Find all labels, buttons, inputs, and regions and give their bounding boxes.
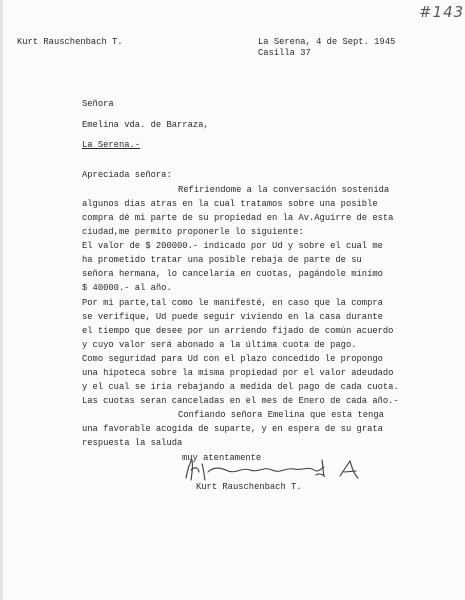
recipient-city: La Serena.- bbox=[82, 140, 141, 150]
archive-mark: #143 bbox=[419, 3, 465, 21]
body-line: y cuyo valor será abonado a la última cuota de pago. bbox=[82, 340, 357, 350]
body-line: y el cual se iria rebajando a medida del pago de cada cuota. bbox=[82, 382, 399, 392]
body-line: algunos dias atras en la cual tratamos sobre una posible bbox=[82, 199, 378, 209]
sender-header: Kurt Rauschenbach T. bbox=[17, 37, 123, 47]
box-number: Casilla 37 bbox=[258, 48, 311, 58]
body-line: el tiempo que desee por un arriendo fijado de común acuerdo bbox=[82, 326, 394, 336]
place-date: La Serena, 4 de Sept. 1945 bbox=[258, 37, 396, 47]
closing: muy atentamente bbox=[182, 453, 262, 463]
body-line: Las cuotas seran canceladas en el mes de Enero de cada año.- bbox=[82, 396, 399, 406]
recipient-title: Señora bbox=[82, 99, 114, 109]
body-line: El valor de $ 200000.- indicado por Ud y sobre el cual me bbox=[82, 241, 383, 251]
body-line: ciudad,me permito proponerle lo siguiente: bbox=[82, 227, 304, 237]
body-line: señora hermana, lo cancelaria en cuotas, pagándole mínimo bbox=[82, 269, 383, 279]
body-line: compra dé mi parte de su propiedad en la Av.Aguirre de esta bbox=[82, 213, 394, 223]
handwritten-signature bbox=[182, 456, 382, 484]
salutation: Apreciada señora: bbox=[82, 170, 172, 180]
body-line: se verifique, Ud puede seguir viviendo en la casa durante bbox=[82, 312, 383, 322]
body-line: Por mi parte,tal como le manifesté, en caso que la compra bbox=[82, 298, 383, 308]
recipient-name: Emelina vda. de Barraza, bbox=[82, 120, 209, 130]
body-line: respuesta la saluda bbox=[82, 438, 183, 448]
body-line: una favorable acogida de suparte, y en espera de su grata bbox=[82, 424, 383, 434]
body-line: ha prometido tratar una posible rebaja de parte de su bbox=[82, 255, 362, 265]
body-line: Refiriendome a la conversación sostenida bbox=[178, 185, 390, 195]
body-line: $ 40000.- al año. bbox=[82, 283, 172, 293]
signature-name: Kurt Rauschenbach T. bbox=[196, 482, 302, 492]
body-line: Como seguridad para Ud con el plazo concedido le propongo bbox=[82, 354, 383, 364]
body-line: Confiando señora Emelina que esta tenga bbox=[178, 410, 384, 420]
body-line: una hipoteca sobre la misma propiedad por el valor adeudado bbox=[82, 368, 394, 378]
scan-edge bbox=[0, 0, 3, 600]
